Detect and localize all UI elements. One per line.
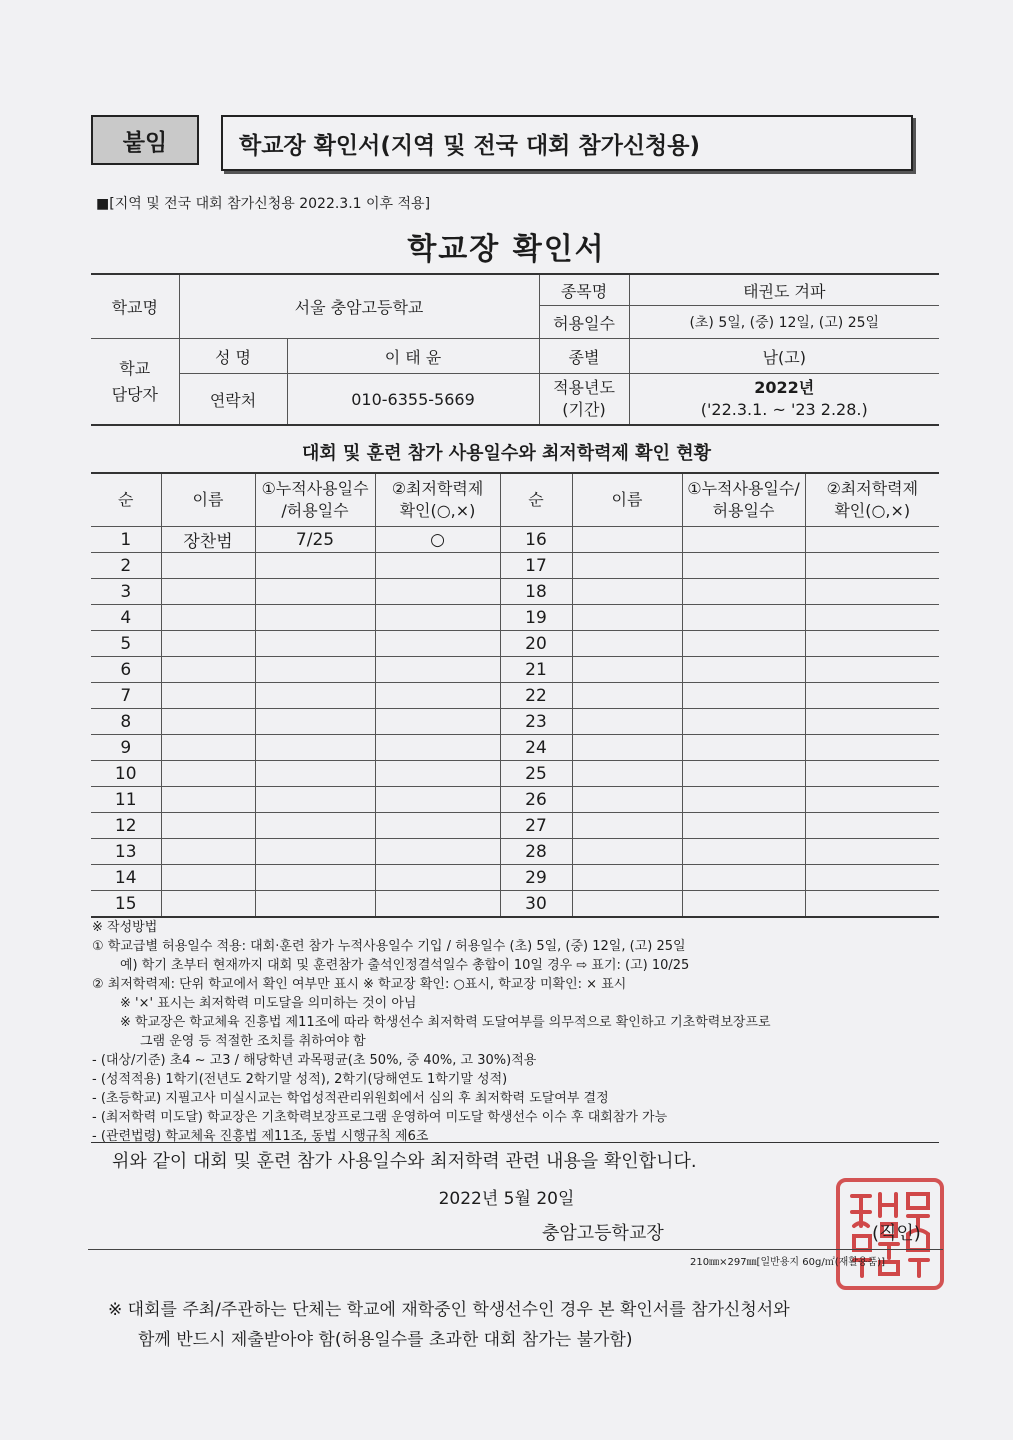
table-row xyxy=(91,735,939,761)
row-name xyxy=(161,735,255,761)
gender-label: 종별 xyxy=(539,339,629,374)
row-name-right xyxy=(572,527,682,553)
row-no: 8 xyxy=(91,709,161,735)
detail-1: - (대상/기준) 초4 ~ 고3 / 해당학년 과목평균(초 50%, 중 40%, 고 30%)적용 xyxy=(92,1053,537,1068)
row-no-right: 23 xyxy=(500,709,572,735)
year-value-line1: 2022년 xyxy=(754,378,815,397)
detail-4: - (최저학력 미도달) 학교장은 기초학력보장프로그램 운영하여 미도달 학생선수 이수 후 대회참가 가능 xyxy=(92,1110,668,1125)
row-check-right xyxy=(805,787,939,813)
row-check xyxy=(375,787,500,813)
row-days-right xyxy=(682,579,805,605)
row-check xyxy=(375,709,500,735)
row-check-right xyxy=(805,605,939,631)
table-row xyxy=(91,553,939,579)
year-value-line2: ('22.3.1. ~ '23 2.28.) xyxy=(700,400,868,419)
row-days xyxy=(255,709,375,735)
row-name-right xyxy=(572,735,682,761)
row-no-right: 16 xyxy=(500,527,572,553)
row-no-right: 18 xyxy=(500,579,572,605)
row-no: 5 xyxy=(91,631,161,657)
row-check xyxy=(375,761,500,787)
contact-label: 연락처 xyxy=(179,374,287,426)
table-row xyxy=(91,631,939,657)
school-value: 서울 충암고등학교 xyxy=(179,274,539,339)
table-row xyxy=(91,761,939,787)
row-days-right xyxy=(682,839,805,865)
divider xyxy=(91,1142,939,1143)
year-value xyxy=(629,374,939,426)
row-days xyxy=(255,865,375,891)
row-name-right xyxy=(572,683,682,709)
school-label: 학교명 xyxy=(91,274,179,339)
year-label-line2: (기간) xyxy=(562,400,606,419)
row-check xyxy=(375,631,500,657)
row-check-right xyxy=(805,657,939,683)
row-check-right xyxy=(805,839,939,865)
row-no-right: 28 xyxy=(500,839,572,865)
row-no-right: 30 xyxy=(500,891,572,918)
row-name-right xyxy=(572,787,682,813)
row-no: 9 xyxy=(91,735,161,761)
detail-2: - (성적적용) 1학기(전년도 2학기말 성적), 2학기(당해연도 1학기말 성적) xyxy=(92,1072,508,1087)
row-no: 3 xyxy=(91,579,161,605)
row-days xyxy=(255,761,375,787)
row-name-right xyxy=(572,579,682,605)
row-name xyxy=(161,787,255,813)
row-name-right xyxy=(572,605,682,631)
attachment-tag: 붙임 xyxy=(91,115,199,165)
row-name-right xyxy=(572,839,682,865)
row-no: 12 xyxy=(91,813,161,839)
instruction-1: ① 학교급별 허용일수 적용: 대회·훈련 참가 누적사용일수 기입 / 허용일수 (초) 5일, (중) 12일, (고) 25일 xyxy=(92,939,686,954)
row-check-right xyxy=(805,891,939,918)
row-no-right: 19 xyxy=(500,605,572,631)
col-check-l1: ②최저학력제 xyxy=(391,479,484,498)
row-days-right xyxy=(682,865,805,891)
paper-spec: 210㎜×297㎜[일반용지 60g/㎡(재활용품)] xyxy=(690,1257,886,1268)
row-name-right xyxy=(572,553,682,579)
row-days xyxy=(255,839,375,865)
col-days-right-l2: 허용일수 xyxy=(712,501,775,520)
col-name-right: 이름 xyxy=(572,473,682,527)
row-days-right xyxy=(682,683,805,709)
name-value: 이 태 윤 xyxy=(287,339,539,374)
row-no: 7 xyxy=(91,683,161,709)
col-check-right-l1: ②최저학력제 xyxy=(826,479,919,498)
allowed-days-value: (초) 5일, (중) 12일, (고) 25일 xyxy=(629,306,939,339)
form-title: 학교장 확인서(지역 및 전국 대회 참가신청용) xyxy=(239,132,700,159)
row-check: ○ xyxy=(375,527,500,553)
row-days-right xyxy=(682,891,805,918)
row-no: 1 xyxy=(91,527,161,553)
footer-line-1: ※ 대회를 주최/주관하는 단체는 학교에 재학중인 학생선수인 경우 본 확인서를 참가신청서와 xyxy=(108,1300,790,1320)
detail-3: - (초등학교) 지필고사 미실시교는 학업성적관리위원회에서 심의 후 최저학력 도달여부 결정 xyxy=(92,1091,609,1106)
year-label-line1: 적용년도 xyxy=(553,378,615,397)
row-days-right xyxy=(682,787,805,813)
row-name xyxy=(161,631,255,657)
col-days-right xyxy=(682,473,805,527)
footer-note xyxy=(108,1295,790,1355)
applicability-note: ■[지역 및 전국 대회 참가신청용 2022.3.1 이후 적용] xyxy=(96,196,431,212)
row-days-right xyxy=(682,709,805,735)
event-value: 태권도 겨파 xyxy=(629,274,939,306)
row-days: 7/25 xyxy=(255,527,375,553)
row-check xyxy=(375,865,500,891)
row-days-right xyxy=(682,605,805,631)
row-no: 14 xyxy=(91,865,161,891)
issue-date: 2022년 5월 20일 xyxy=(438,1189,575,1209)
row-check-right xyxy=(805,631,939,657)
row-name xyxy=(161,657,255,683)
instructions xyxy=(92,918,771,1146)
row-days xyxy=(255,657,375,683)
table-row xyxy=(91,787,939,813)
row-days-right xyxy=(682,657,805,683)
row-check xyxy=(375,657,500,683)
instruction-2: ② 최저학력제: 단위 학교에서 확인 여부만 표시 ※ 학교장 확인: ○표시, 학교장 미확인: × 표시 xyxy=(92,977,627,992)
form-title-box xyxy=(221,115,913,171)
detail-5: - (관련법령) 학교체육 진흥법 제11조, 동법 시행규칙 제6조 xyxy=(92,1129,429,1144)
table-row xyxy=(91,683,939,709)
row-name-right xyxy=(572,631,682,657)
row-no: 10 xyxy=(91,761,161,787)
row-days-right xyxy=(682,527,805,553)
row-name xyxy=(161,761,255,787)
instruction-2-note-a: ※ '×' 표시는 최저학력 미도달을 의미하는 것이 아님 xyxy=(120,996,417,1011)
footer-line-2: 함께 반드시 제출받아야 함(허용일수를 초과한 대회 참가는 불가함) xyxy=(138,1330,633,1350)
table-row xyxy=(91,813,939,839)
row-days xyxy=(255,891,375,918)
row-check-right xyxy=(805,709,939,735)
signature-line xyxy=(88,1249,943,1250)
row-no: 2 xyxy=(91,553,161,579)
col-days-l2: /허용일수 xyxy=(281,501,349,520)
row-no: 11 xyxy=(91,787,161,813)
row-check xyxy=(375,839,500,865)
table-row xyxy=(91,527,939,553)
col-name: 이름 xyxy=(161,473,255,527)
row-no-right: 25 xyxy=(500,761,572,787)
row-days xyxy=(255,579,375,605)
row-no-right: 17 xyxy=(500,553,572,579)
table-row xyxy=(91,709,939,735)
row-name xyxy=(161,553,255,579)
instructions-heading: ※ 작성방법 xyxy=(92,920,158,935)
row-check-right xyxy=(805,527,939,553)
name-label: 성 명 xyxy=(179,339,287,374)
row-days xyxy=(255,735,375,761)
row-name-right xyxy=(572,761,682,787)
row-days-right xyxy=(682,553,805,579)
table-row xyxy=(91,579,939,605)
row-check-right xyxy=(805,735,939,761)
row-name xyxy=(161,709,255,735)
row-name xyxy=(161,605,255,631)
instruction-1-example: 예) 학기 초부터 현재까지 대회 및 훈련참가 출석인정결석일수 총합이 10일 경우 ⇨ 표기: (고) 10/25 xyxy=(120,958,690,973)
info-table xyxy=(91,273,939,426)
col-check-right-l2: 확인(○,×) xyxy=(834,501,911,520)
allowed-days-label: 허용일수 xyxy=(539,306,629,339)
col-check-right xyxy=(805,473,939,527)
row-check-right xyxy=(805,761,939,787)
row-no-right: 29 xyxy=(500,865,572,891)
row-check xyxy=(375,579,500,605)
row-name: 장찬범 xyxy=(161,527,255,553)
instruction-2-note-c: 그램 운영 등 적절한 조치를 취하여야 함 xyxy=(140,1034,366,1049)
row-days xyxy=(255,631,375,657)
gender-value: 남(고) xyxy=(629,339,939,374)
row-no: 15 xyxy=(91,891,161,918)
manager-label: 학교 담당자 xyxy=(91,339,179,426)
row-no-right: 21 xyxy=(500,657,572,683)
row-check-right xyxy=(805,865,939,891)
document-title: 학교장 확인서 xyxy=(407,232,606,267)
row-days xyxy=(255,683,375,709)
seal-label: (직인) xyxy=(872,1223,921,1244)
confirmation-statement: 위와 같이 대회 및 훈련 참가 사용일수와 최저학력 관련 내용을 확인합니다. xyxy=(112,1151,697,1172)
row-no-right: 20 xyxy=(500,631,572,657)
row-days-right xyxy=(682,735,805,761)
row-name xyxy=(161,579,255,605)
row-name-right xyxy=(572,865,682,891)
table-row xyxy=(91,865,939,891)
row-check xyxy=(375,605,500,631)
row-name-right xyxy=(572,813,682,839)
row-name xyxy=(161,865,255,891)
col-no-right: 순 xyxy=(500,473,572,527)
row-check-right xyxy=(805,683,939,709)
row-days xyxy=(255,605,375,631)
row-check-right xyxy=(805,553,939,579)
row-no: 13 xyxy=(91,839,161,865)
row-check-right xyxy=(805,813,939,839)
col-check-l2: 확인(○,×) xyxy=(399,501,476,520)
col-days-l1: ①누적사용일수 xyxy=(261,479,369,498)
table-row xyxy=(91,605,939,631)
row-check xyxy=(375,735,500,761)
row-no: 4 xyxy=(91,605,161,631)
row-check xyxy=(375,683,500,709)
table-row xyxy=(91,839,939,865)
row-name xyxy=(161,839,255,865)
row-days-right xyxy=(682,631,805,657)
section-title: 대회 및 훈련 참가 사용일수와 최저학력제 확인 현황 xyxy=(301,443,711,464)
table-row xyxy=(91,657,939,683)
row-name xyxy=(161,891,255,918)
row-check xyxy=(375,891,500,918)
row-check-right xyxy=(805,579,939,605)
participation-table xyxy=(91,472,939,918)
row-no-right: 22 xyxy=(500,683,572,709)
row-name-right xyxy=(572,657,682,683)
row-no-right: 24 xyxy=(500,735,572,761)
row-days xyxy=(255,813,375,839)
row-days xyxy=(255,553,375,579)
row-name xyxy=(161,683,255,709)
row-check xyxy=(375,553,500,579)
col-days xyxy=(255,473,375,527)
col-days-right-l1: ①누적사용일수/ xyxy=(687,479,800,498)
row-days-right xyxy=(682,761,805,787)
col-check xyxy=(375,473,500,527)
row-days xyxy=(255,787,375,813)
instruction-2-note-b: ※ 학교장은 학교체육 진흥법 제11조에 따라 학생선수 최저학력 도달여부를 의무적으로 확인하고 기초학력보장프로 xyxy=(120,1015,771,1030)
row-name-right xyxy=(572,891,682,918)
row-no-right: 27 xyxy=(500,813,572,839)
row-days-right xyxy=(682,813,805,839)
col-no: 순 xyxy=(91,473,161,527)
contact-value: 010-6355-5669 xyxy=(287,374,539,426)
year-label xyxy=(539,374,629,426)
row-no: 6 xyxy=(91,657,161,683)
signer: 충암고등학교장 xyxy=(542,1223,664,1244)
row-name xyxy=(161,813,255,839)
row-no-right: 26 xyxy=(500,787,572,813)
event-label: 종목명 xyxy=(539,274,629,306)
row-name-right xyxy=(572,709,682,735)
row-check xyxy=(375,813,500,839)
table-row xyxy=(91,891,939,918)
